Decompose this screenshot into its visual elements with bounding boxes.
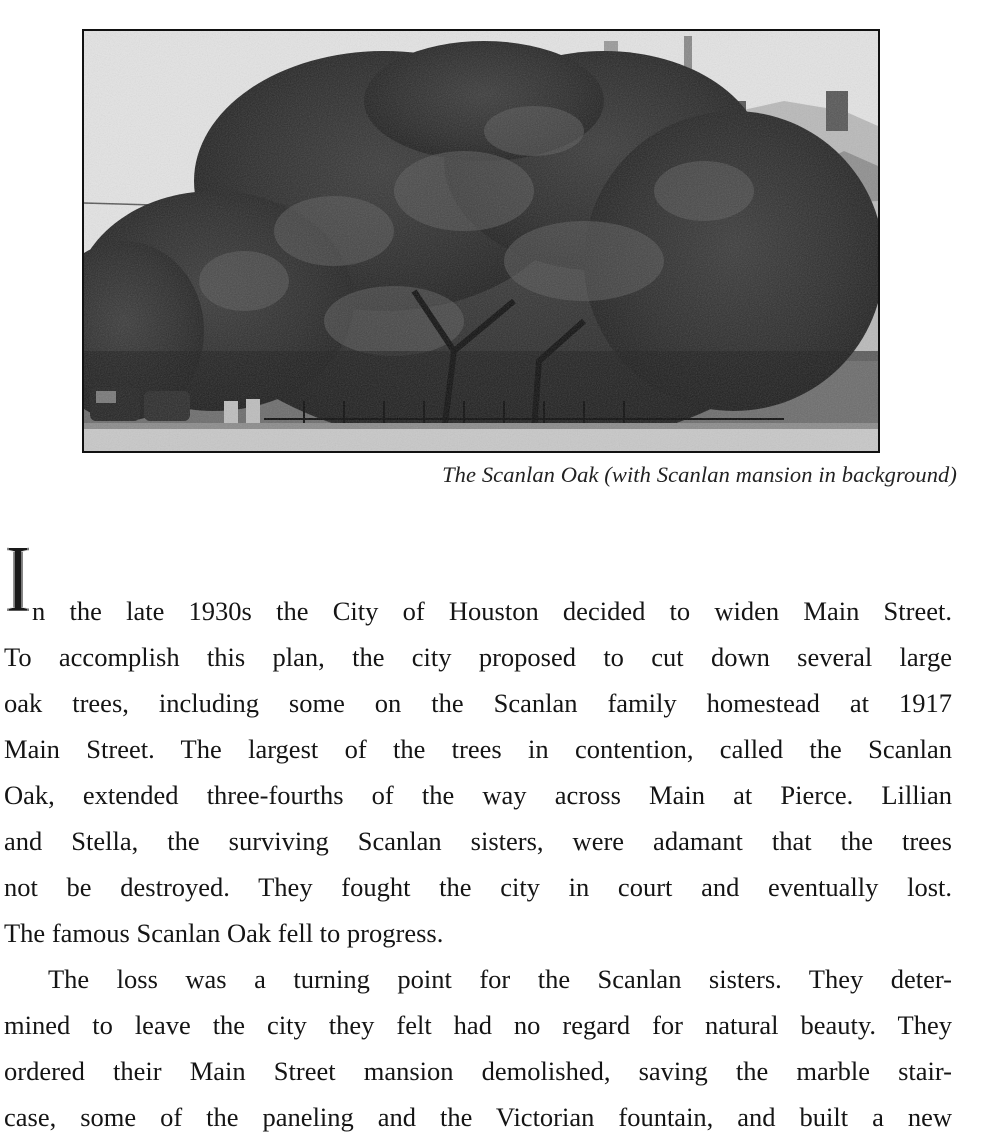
scanlan-oak-photo xyxy=(82,29,880,453)
paragraph-line: Oak, extended three-fourths of the way across Main at Pierce. Lillian xyxy=(4,780,952,810)
drop-cap: I xyxy=(6,525,30,632)
paragraph-line: case, some of the paneling and the Victorian fountain, and built a new xyxy=(4,1102,952,1132)
photo-illustration xyxy=(84,31,878,451)
paragraph-line: n the late 1930s the City of Houston decided to widen Main Street. xyxy=(32,596,952,626)
paragraph-line: ordered their Main Street mansion demolished, saving the marble stair- xyxy=(4,1056,952,1086)
paragraph-line: The loss was a turning point for the Scanlan sisters. They deter- xyxy=(48,964,952,994)
paragraph-line: mined to leave the city they felt had no regard for natural beauty. They xyxy=(4,1010,952,1040)
paragraph-line: To accomplish this plan, the city proposed to cut down several large xyxy=(4,642,952,672)
paragraph-line: oak trees, including some on the Scanlan family homestead at 1917 xyxy=(4,688,952,718)
paragraph-line: not be destroyed. They fought the city in court and eventually lost. xyxy=(4,872,952,902)
photo-caption: The Scanlan Oak (with Scanlan mansion in background) xyxy=(442,462,957,487)
paragraph-line: and Stella, the surviving Scanlan sisters, were adamant that the trees xyxy=(4,826,952,856)
paragraph-line: Main Street. The largest of the trees in contention, called the Scanlan xyxy=(4,734,952,764)
paragraph-line: The famous Scanlan Oak fell to progress. xyxy=(4,918,444,948)
